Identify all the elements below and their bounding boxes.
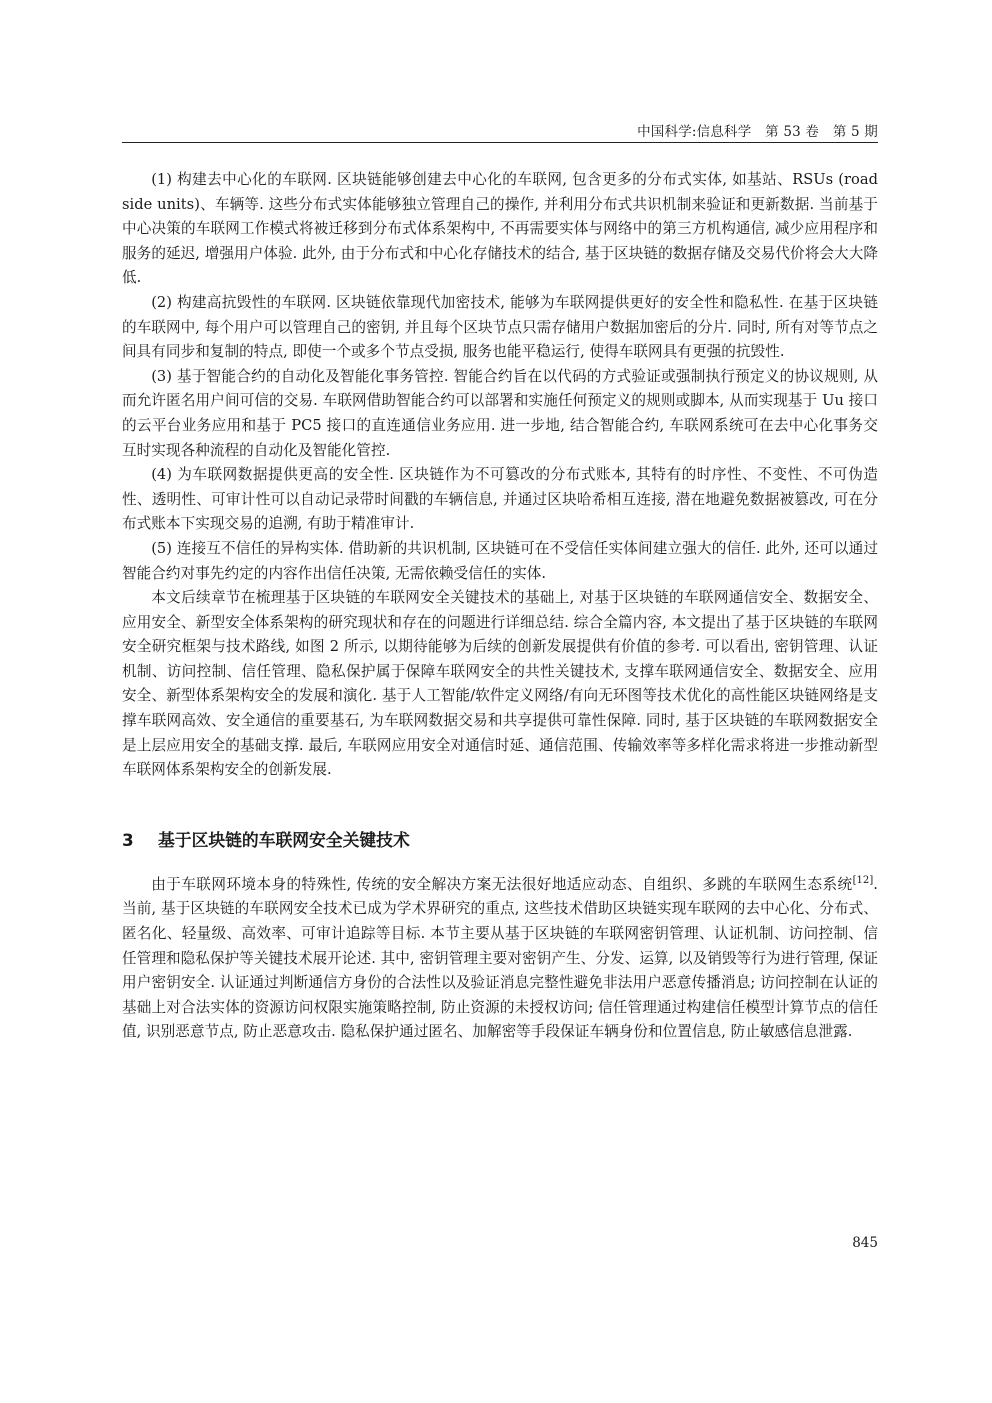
- section-title: 基于区块链的车联网安全关键技术: [158, 829, 410, 850]
- intro-text-before-citation: 由于车联网环境本身的特殊性, 传统的安全解决方案无法很好地适应动态、自组织、多跳的车联网生态系统: [151, 875, 853, 893]
- running-header: [122, 116, 878, 143]
- paragraph-section-intro: [122, 873, 878, 1045]
- intro-text-after-citation: . 当前, 基于区块链的车联网安全技术已成为学术界研究的重点, 这些技术借助区块链实现车联网的去中心化、分布式、匿名化、轻量级、高效率、可审计追踪等目标. 本节主要从基于区块链的车联网密钥管理、认证机制、访问控制、信任管理和隐私保护等关键技术展开论述. 其中, 密钥管理主要对密钥产生、分发、运算, 以及销毁等行为进行管理, 保证用户密钥安全. 认证通过判断通信方身份的合法性以及验证消息完整性避免非法用户恶意传播消息; 访问控制在认证的基础上对合法实体的资源访问权限实施策略控制, 防止资源的未授权访问; 信任管理通过构建信任模型计算节点的信任值, 识别恶意节点, 防止恶意攻击. 隐私保护通过匿名、加解密等手段保证车辆身份和位置信息, 防止敏感信息泄露.: [122, 875, 878, 1041]
- paragraph-smart-contract: (3) 基于智能合约的自动化及智能化事务管控. 智能合约旨在以代码的方式验证或强制执行预定义的协议规则, 从而允许匿名用户间可信的交易. 车联网借助智能合约可以部署和实施任何预定义的规则或脚本, 从而实现基于 Uu 接口的云平台业务应用和基于 PC5 接口的直连通信业务应用. 进一步地, 结合智能合约, 车联网系统可在去中心化事务交互时实现各种流程的自动化及智能化管控.: [122, 367, 878, 459]
- paragraph-data-security: (4) 为车联网数据提供更高的安全性. 区块链作为不可篡改的分布式账本, 其特有的时序性、不变性、不可伪造性、透明性、可审计性可以自动记录带时间戳的车辆信息, 并通过区块哈希相互连接, 潜在地避免数据被篡改, 可在分布式账本下实现交易的追溯, 有助于精准审计.: [122, 466, 878, 533]
- section-heading: [122, 827, 878, 851]
- paragraph-decentralized: (1) 构建去中心化的车联网. 区块链能够创建去中心化的车联网, 包含更多的分布式实体, 如基站、RSUs (road side units)、车辆等. 这些分布式实体能够独立管理自己的操作, 并利用分布式共识机制来验证和更新数据. 当前基于中心决策的车联网工作模式将被迁移到分布式体系架构中, 不再需要实体与网络中的第三方机构通信, 减少应用程序和服务的延迟, 增强用户体验. 此外, 由于分布式和中心化存储技术的结合, 基于区块链的数据存储及交易代价将会大大降低.: [122, 171, 878, 287]
- page-body: [122, 168, 878, 1045]
- citation-marker: [12]: [852, 874, 874, 886]
- paragraph-overview: 本文后续章节在梳理基于区块链的车联网安全关键技术的基础上, 对基于区块链的车联网通信安全、数据安全、应用安全、新型安全体系架构的研究现状和存在的问题进行详细总结. 综合全篇内容, 本文提出了基于区块链的车联网安全研究框架与技术路线, 如图 2 所示, 以期待能够为后续的创新发展提供有价值的参考. 可以看出, 密钥管理、认证机制、访问控制、信任管理、隐私保护属于保障车联网安全的共性关键技术, 支撑车联网通信安全、数据安全、应用安全、新型体系架构安全的发展和演化. 基于人工智能/软件定义网络/有向无环图等技术优化的高性能区块链网络是支撑车联网高效、安全通信的重要基石, 为车联网数据交易和共享提供可靠性保障. 同时, 基于区块链的车联网数据安全是上层应用安全的基础支撑. 最后, 车联网应用安全对通信时延、通信范围、传输效率等多样化需求将进一步推动新型车联网体系架构安全的创新发展.: [122, 589, 878, 779]
- page-number: 845: [852, 1235, 878, 1251]
- section-number: 3: [122, 829, 134, 850]
- paragraph-heterogeneous-trust: (5) 连接互不信任的异构实体. 借助新的共识机制, 区块链可在不受信任实体间建立强大的信任. 此外, 还可以通过智能合约对事先约定的内容作出信任决策, 无需依赖受信任的实体.: [122, 539, 878, 582]
- paragraph-resilience: (2) 构建高抗毁性的车联网. 区块链依靠现代加密技术, 能够为车联网提供更好的安全性和隐私性. 在基于区块链的车联网中, 每个用户可以管理自己的密钥, 并且每个区块节点只需存储用户数据加密后的分片. 同时, 所有对等节点之间具有同步和复制的特点, 即使一个或多个节点受损, 服务也能平稳运行, 使得车联网具有更强的抗毁性.: [122, 293, 878, 361]
- journal-running-title: 中国科学:信息科学 第 53 卷 第 5 期: [637, 124, 878, 140]
